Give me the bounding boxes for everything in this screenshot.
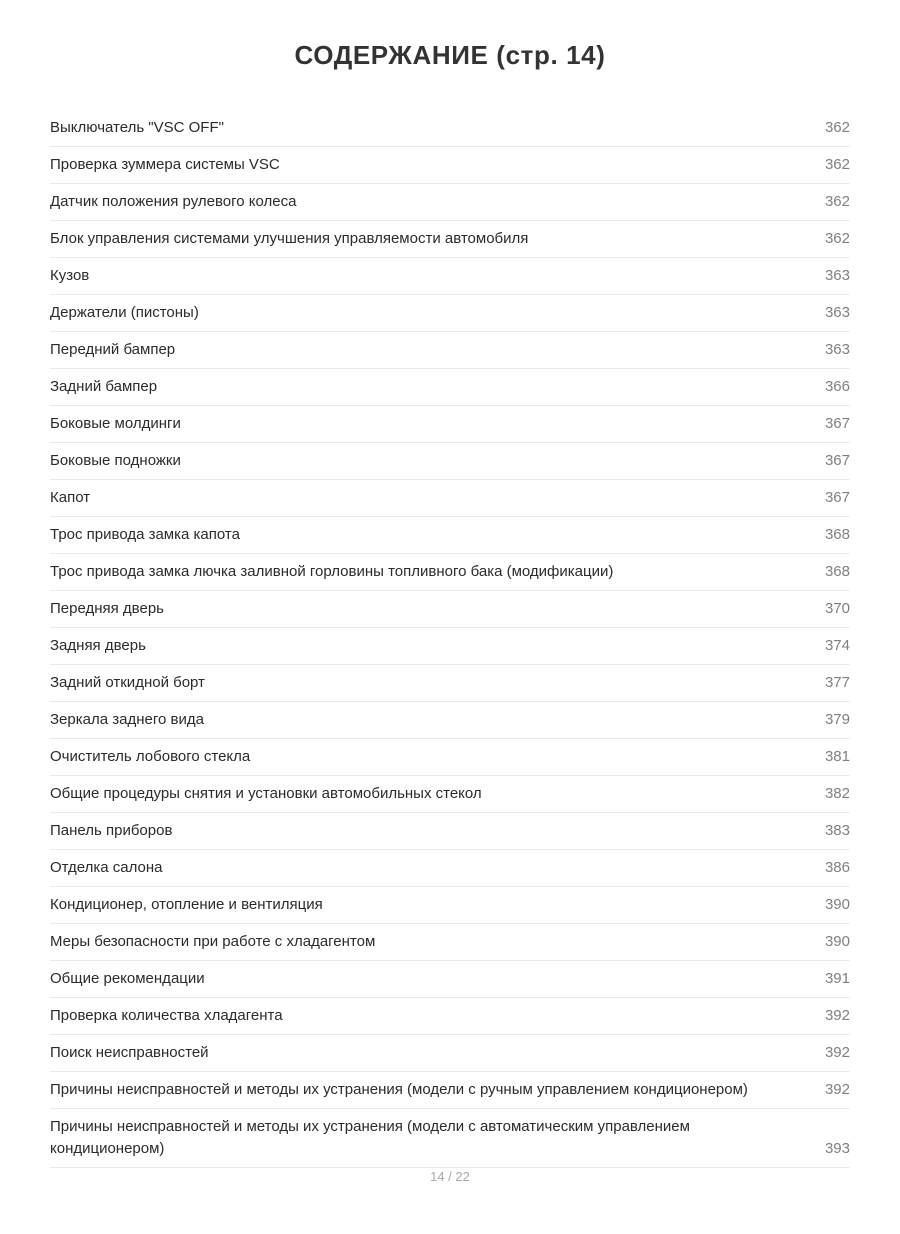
toc-entry-row[interactable]	[50, 998, 850, 1035]
toc-entry-row[interactable]	[50, 406, 850, 443]
toc-entry-page-number: 362	[824, 230, 850, 247]
toc-entry-page-number: 370	[824, 600, 850, 617]
toc-entry-page-number: 367	[824, 489, 850, 506]
toc-entry-page-number: 363	[824, 267, 850, 284]
toc-entry-label: Трос привода замка лючка заливной горловины топливного бака (модификации)	[50, 563, 614, 580]
toc-entry-label: Задний откидной борт	[50, 674, 205, 691]
toc-entry-row[interactable]	[50, 591, 850, 628]
toc-entry-row[interactable]	[50, 554, 850, 591]
toc-entry-label: Меры безопасности при работе с хладагентом	[50, 933, 376, 950]
toc-entry-page-number: 368	[824, 563, 850, 580]
toc-entry-row[interactable]	[50, 924, 850, 961]
toc-entry-row[interactable]	[50, 295, 850, 332]
toc-entry-page-number: 367	[824, 452, 850, 469]
toc-entry-page-number: 381	[824, 748, 850, 765]
toc-entry-label: Проверка количества хладагента	[50, 1007, 283, 1024]
toc-entry-label: Передняя дверь	[50, 600, 164, 617]
toc-entry-page-number: 382	[824, 785, 850, 802]
toc-entry-page-number: 386	[824, 859, 850, 876]
toc-entry-row[interactable]	[50, 332, 850, 369]
toc-entry-page-number: 383	[824, 822, 850, 839]
toc-entry-row[interactable]	[50, 258, 850, 295]
toc-entry-page-number: 392	[824, 1044, 850, 1061]
toc-entry-label: Общие рекомендации	[50, 970, 205, 987]
toc-entry-page-number: 391	[824, 970, 850, 987]
toc-entry-page-number: 392	[824, 1007, 850, 1024]
toc-entry-page-number: 390	[824, 896, 850, 913]
toc-entry-label: Причины неисправностей и методы их устранения (модели с автоматическим управлением кондиционером)	[50, 1118, 690, 1157]
toc-entry-page-number: 366	[824, 378, 850, 395]
toc-entry-row[interactable]	[50, 221, 850, 258]
toc-entry-row[interactable]	[50, 147, 850, 184]
toc-entry-row[interactable]	[50, 628, 850, 665]
toc-entry-row[interactable]	[50, 776, 850, 813]
toc-entry-row[interactable]	[50, 369, 850, 406]
toc-entry-page-number: 368	[824, 526, 850, 543]
toc-entry-label: Общие процедуры снятия и установки автомобильных стекол	[50, 785, 482, 802]
toc-entry-label: Кузов	[50, 267, 90, 284]
toc-entry-label: Причины неисправностей и методы их устранения (модели с ручным управлением кондиционером)	[50, 1081, 748, 1098]
toc-entry-row[interactable]	[50, 887, 850, 924]
toc-entry-row[interactable]	[50, 443, 850, 480]
toc-entry-label: Трос привода замка капота	[50, 526, 240, 543]
toc-entry-label: Выключатель "VSC OFF"	[50, 119, 224, 136]
toc-entry-page-number: 379	[824, 711, 850, 728]
page-title: СОДЕРЖАНИЕ (стр. 14)	[294, 40, 606, 70]
toc-entry-row[interactable]	[50, 961, 850, 998]
toc-entry-page-number: 390	[824, 933, 850, 950]
toc-entry-label: Блок управления системами улучшения управляемости автомобиля	[50, 230, 529, 247]
table-of-contents	[50, 110, 850, 1168]
toc-entry-page-number: 393	[824, 1140, 850, 1157]
toc-entry-page-number: 362	[824, 119, 850, 136]
toc-entry-label: Держатели (пистоны)	[50, 304, 199, 321]
toc-entry-page-number: 362	[824, 156, 850, 173]
toc-entry-label: Панель приборов	[50, 822, 173, 839]
toc-entry-label: Очиститель лобового стекла	[50, 748, 251, 765]
toc-entry-label: Датчик положения рулевого колеса	[50, 193, 297, 210]
toc-entry-label: Проверка зуммера системы VSC	[50, 156, 280, 173]
page-footer: 14 / 22	[430, 1169, 470, 1184]
toc-entry-page-number: 362	[824, 193, 850, 210]
toc-entry-label: Поиск неисправностей	[50, 1044, 209, 1061]
toc-entry-page-number: 363	[824, 341, 850, 358]
toc-entry-row[interactable]	[50, 1072, 850, 1109]
toc-entry-label: Отделка салона	[50, 859, 163, 876]
toc-entry-row[interactable]	[50, 517, 850, 554]
toc-entry-label: Капот	[50, 489, 91, 506]
toc-entry-row[interactable]	[50, 1035, 850, 1072]
toc-entry-label: Задняя дверь	[50, 637, 146, 654]
toc-entry-row[interactable]	[50, 739, 850, 776]
toc-entry-page-number: 377	[824, 674, 850, 691]
toc-entry-label: Боковые подножки	[50, 452, 181, 469]
toc-entry-row[interactable]	[50, 1109, 850, 1168]
toc-entry-page-number: 367	[824, 415, 850, 432]
toc-entry-page-number: 392	[824, 1081, 850, 1098]
toc-entry-label: Зеркала заднего вида	[50, 711, 204, 728]
toc-entry-page-number: 374	[824, 637, 850, 654]
toc-entry-row[interactable]	[50, 813, 850, 850]
toc-entry-label: Задний бампер	[50, 378, 158, 395]
toc-entry-row[interactable]	[50, 850, 850, 887]
toc-entry-row[interactable]	[50, 110, 850, 147]
toc-entry-row[interactable]	[50, 665, 850, 702]
toc-entry-label: Боковые молдинги	[50, 415, 181, 432]
toc-entry-label: Передний бампер	[50, 341, 176, 358]
toc-entry-row[interactable]	[50, 702, 850, 739]
toc-entry-page-number: 363	[824, 304, 850, 321]
toc-entry-row[interactable]	[50, 480, 850, 517]
toc-entry-label: Кондиционер, отопление и вентиляция	[50, 896, 323, 913]
toc-entry-row[interactable]	[50, 184, 850, 221]
